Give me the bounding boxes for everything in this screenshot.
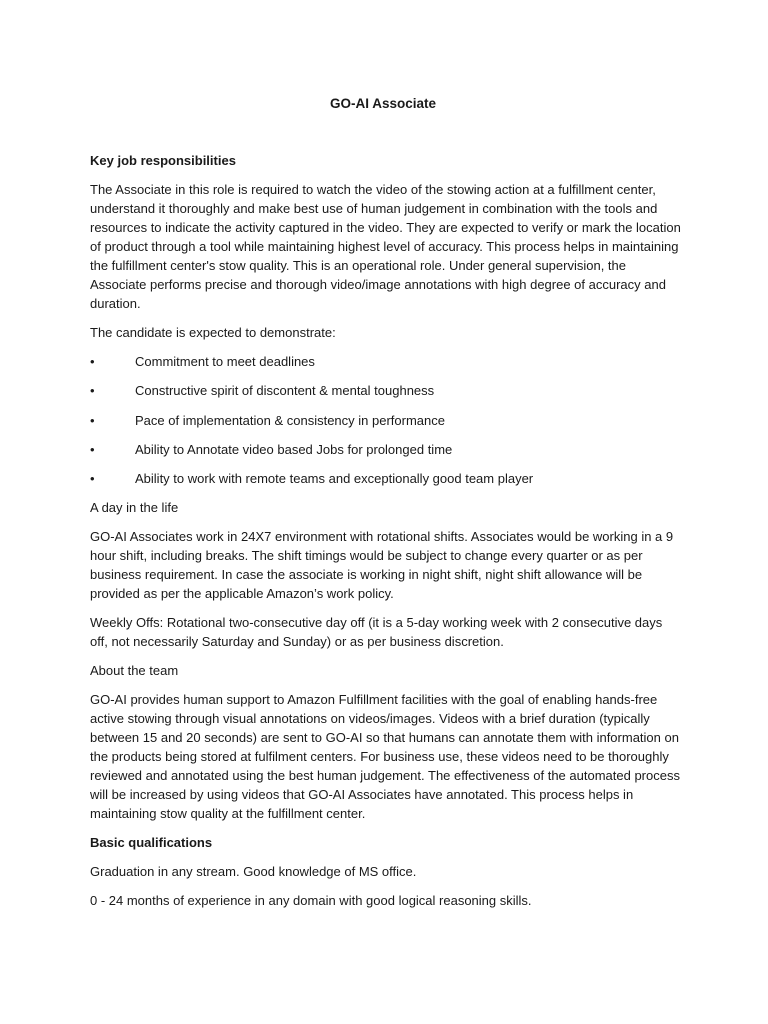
list-item [90, 352, 682, 371]
qualification-education: Graduation in any stream. Good knowledge of MS office. [90, 864, 417, 880]
demonstrate-intro: The candidate is expected to demonstrate: [90, 325, 336, 340]
list-item [90, 411, 682, 430]
list-item [90, 469, 682, 488]
bullet-icon: • [90, 354, 95, 369]
list-item-text: Constructive spirit of discontent & mental toughness [135, 383, 435, 399]
day-in-life-paragraph: GO-AI Associates work in 24X7 environment with rotational shifts. Associates would be working in a 9 hour shift, including breaks. The shift timings would be subject to change every quarter or as per business requirement. In case the associate is working in night shift, night shift allowance will be provided as per the applicable Amazon’s work policy. [90, 529, 674, 602]
day-in-life-heading: A day in the life [90, 500, 179, 516]
bullet-icon: • [90, 383, 95, 399]
responsibilities-heading: Key job responsibilities [90, 153, 236, 168]
bullet-icon: • [90, 412, 95, 428]
bullet-icon: • [90, 471, 95, 487]
about-team-paragraph: GO-AI provides human support to Amazon Fulfillment facilities with the goal of enabling hands-free active stowing through visual annotations on videos/images. Videos with a brief duration (typically between 15 and 20 seconds) are sent to GO-AI so that humans can annotate them with information on the products being stored at fulfilment centers. For business use, these videos need to be thoroughly reviewed and annotated using the best human judgement. The effectiveness of the automated process will be increased by using videos that GO-AI Associates have annotated. This process helps in maintaining stow quality at the fulfillment center. [90, 692, 680, 822]
list-item-text: Commitment to meet deadlines [135, 354, 315, 369]
list-item-text: Ability to work with remote teams and exceptionally good team player [135, 471, 534, 487]
list-item-text: Pace of implementation & consistency in performance [135, 412, 445, 428]
demonstrate-list [90, 352, 682, 488]
document-title: GO-AI Associate [329, 96, 437, 111]
list-item [90, 440, 682, 459]
bullet-icon: • [90, 441, 95, 457]
document-body [90, 151, 682, 920]
qualification-experience: 0 - 24 months of experience in any domain with good logical reasoning skills. [90, 893, 532, 909]
responsibilities-paragraph: The Associate in this role is required to watch the video of the stowing action at a fulfillment center, understand it thoroughly and make best use of human judgement in combination with the tools and resources to indicate the activity captured in the video. They are expected to verify or mark the location of product through a tool while maintaining highest level of accuracy. This process helps in maintaining the fulfillment center's stow quality. This is an operational role. Under general supervision, the Associate performs precise and thorough video/image annotations with high degree of accuracy and duration. [90, 182, 681, 311]
about-team-heading: About the team [90, 663, 179, 679]
weekly-offs-paragraph: Weekly Offs: Rotational two-consecutive day off (it is a 5-day working week with 2 consecutive days off, not necessarily Saturday and Sunday) or as per business discretion. [90, 615, 663, 650]
list-item-text: Ability to Annotate video based Jobs for prolonged time [135, 441, 453, 457]
qualifications-heading: Basic qualifications [90, 835, 213, 851]
list-item [90, 381, 682, 400]
